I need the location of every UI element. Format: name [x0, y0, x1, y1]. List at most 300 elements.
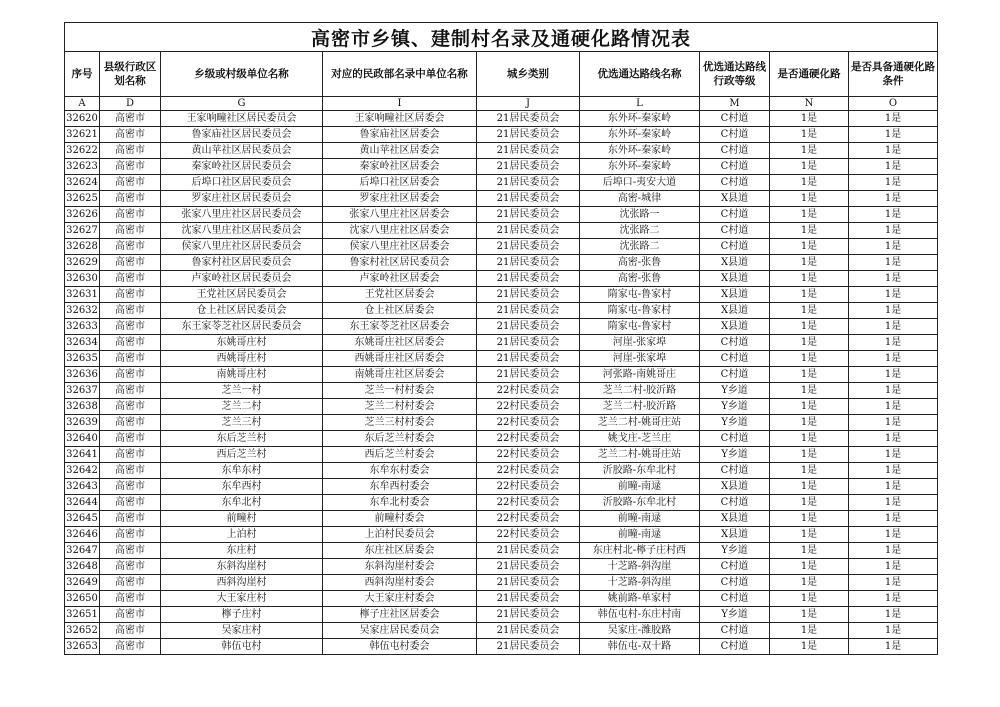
cell-unit-name: 檸子庄村: [161, 607, 323, 623]
cell-route-name: 后埠口-夷安大道: [580, 175, 700, 191]
cell-registry-name: 卢家岭社区居委会: [323, 271, 477, 287]
cell-index: 32645: [65, 511, 100, 527]
cell-county: 高密市: [100, 159, 161, 175]
cell-route-grade: C村道: [700, 559, 770, 575]
cell-paved: 1是: [770, 575, 849, 591]
cell-category: 21居民委员会: [477, 575, 580, 591]
cell-unit-name: 东斜沟崖村: [161, 559, 323, 575]
cell-category: 22村民委员会: [477, 527, 580, 543]
table-row: [65, 383, 938, 399]
cell-registry-name: 鲁家村社区居民委员会: [323, 255, 477, 271]
cell-paved: 1是: [770, 175, 849, 191]
cell-route-name: 姚戈庄-芝兰庄: [580, 431, 700, 447]
cell-paving-eligible: 1是: [849, 143, 938, 159]
header-unit-name: 乡级或村级单位名称: [161, 52, 323, 97]
cell-index: 32647: [65, 543, 100, 559]
cell-paving-eligible: 1是: [849, 591, 938, 607]
cell-paved: 1是: [770, 191, 849, 207]
column-letter-row: [65, 97, 938, 111]
cell-index: 32640: [65, 431, 100, 447]
cell-route-name: 前疃-南逯: [580, 527, 700, 543]
cell-paved: 1是: [770, 223, 849, 239]
cell-route-name: 沈张路一: [580, 207, 700, 223]
cell-registry-name: 后埠口社区居委会: [323, 175, 477, 191]
cell-county: 高密市: [100, 399, 161, 415]
cell-category: 21居民委员会: [477, 127, 580, 143]
cell-paving-eligible: 1是: [849, 527, 938, 543]
cell-paving-eligible: 1是: [849, 351, 938, 367]
cell-category: 21居民委员会: [477, 111, 580, 127]
cell-registry-name: 大王家庄村委会: [323, 591, 477, 607]
cell-route-grade: C村道: [700, 591, 770, 607]
column-letter: O: [849, 97, 938, 111]
cell-registry-name: 西姚哥庄社区居委会: [323, 351, 477, 367]
cell-county: 高密市: [100, 239, 161, 255]
cell-paved: 1是: [770, 591, 849, 607]
cell-route-grade: X县道: [700, 255, 770, 271]
cell-index: 32622: [65, 143, 100, 159]
cell-unit-name: 卢家岭社区居民委员会: [161, 271, 323, 287]
cell-registry-name: 东牟西村委会: [323, 479, 477, 495]
cell-index: 32634: [65, 335, 100, 351]
cell-paved: 1是: [770, 639, 849, 655]
cell-category: 21居民委员会: [477, 607, 580, 623]
cell-unit-name: 仓上社区居民委员会: [161, 303, 323, 319]
cell-index: 32635: [65, 351, 100, 367]
table-row: [65, 527, 938, 543]
cell-paving-eligible: 1是: [849, 271, 938, 287]
cell-registry-name: 吴家庄居民委员会: [323, 623, 477, 639]
cell-paved: 1是: [770, 351, 849, 367]
cell-category: 21居民委员会: [477, 303, 580, 319]
cell-unit-name: 韩伍屯村: [161, 639, 323, 655]
cell-unit-name: 王家响疃社区居民委员会: [161, 111, 323, 127]
cell-route-name: 韩伍屯村-东庄村南: [580, 607, 700, 623]
cell-unit-name: 罗家庄社区居民委员会: [161, 191, 323, 207]
cell-paving-eligible: 1是: [849, 607, 938, 623]
cell-paved: 1是: [770, 623, 849, 639]
cell-county: 高密市: [100, 335, 161, 351]
cell-paving-eligible: 1是: [849, 303, 938, 319]
cell-category: 22村民委员会: [477, 479, 580, 495]
cell-route-grade: C村道: [700, 335, 770, 351]
header-paved: 是否通硬化路: [770, 52, 849, 97]
cell-route-name: 前疃-南逯: [580, 479, 700, 495]
cell-registry-name: 东姚哥庄社区居委会: [323, 335, 477, 351]
cell-route-grade: C村道: [700, 463, 770, 479]
cell-route-grade: X县道: [700, 287, 770, 303]
cell-paving-eligible: 1是: [849, 463, 938, 479]
cell-unit-name: 王党社区居民委员会: [161, 287, 323, 303]
cell-category: 21居民委员会: [477, 223, 580, 239]
cell-paved: 1是: [770, 447, 849, 463]
cell-paving-eligible: 1是: [849, 367, 938, 383]
cell-paved: 1是: [770, 159, 849, 175]
cell-paved: 1是: [770, 271, 849, 287]
column-letter: N: [770, 97, 849, 111]
cell-category: 22村民委员会: [477, 431, 580, 447]
cell-registry-name: 鲁家庙社区居委会: [323, 127, 477, 143]
cell-index: 32624: [65, 175, 100, 191]
cell-category: 21居民委员会: [477, 543, 580, 559]
cell-category: 21居民委员会: [477, 287, 580, 303]
cell-paving-eligible: 1是: [849, 431, 938, 447]
cell-paved: 1是: [770, 111, 849, 127]
cell-paved: 1是: [770, 511, 849, 527]
cell-unit-name: 东姚哥庄村: [161, 335, 323, 351]
cell-unit-name: 南姚哥庄村: [161, 367, 323, 383]
cell-paving-eligible: 1是: [849, 383, 938, 399]
cell-category: 22村民委员会: [477, 495, 580, 511]
cell-paving-eligible: 1是: [849, 239, 938, 255]
cell-route-grade: X县道: [700, 303, 770, 319]
table-row: [65, 543, 938, 559]
cell-route-grade: C村道: [700, 207, 770, 223]
table-row: [65, 207, 938, 223]
cell-route-name: 东外环-秦家岭: [580, 159, 700, 175]
cell-paving-eligible: 1是: [849, 255, 938, 271]
cell-category: 21居民委员会: [477, 623, 580, 639]
cell-route-grade: X县道: [700, 527, 770, 543]
cell-unit-name: 大王家庄村: [161, 591, 323, 607]
cell-index: 32626: [65, 207, 100, 223]
table-row: [65, 415, 938, 431]
cell-registry-name: 东牟东村委会: [323, 463, 477, 479]
cell-unit-name: 东牟东村: [161, 463, 323, 479]
cell-county: 高密市: [100, 607, 161, 623]
cell-paving-eligible: 1是: [849, 319, 938, 335]
cell-route-name: 沈张路二: [580, 239, 700, 255]
cell-index: 32642: [65, 463, 100, 479]
table-row: [65, 191, 938, 207]
cell-unit-name: 芝兰三村: [161, 415, 323, 431]
header-registry-name: 对应的民政部名录中单位名称: [323, 52, 477, 97]
cell-registry-name: 东王家苓芝社区居委会: [323, 319, 477, 335]
cell-route-name: 高密-张鲁: [580, 255, 700, 271]
cell-route-name: 东外环-秦家岭: [580, 127, 700, 143]
cell-route-grade: Y乡道: [700, 447, 770, 463]
table-body: [65, 111, 938, 655]
cell-paved: 1是: [770, 415, 849, 431]
cell-paving-eligible: 1是: [849, 575, 938, 591]
cell-route-grade: Y乡道: [700, 399, 770, 415]
cell-registry-name: 韩伍屯村委会: [323, 639, 477, 655]
cell-index: 32637: [65, 383, 100, 399]
table-row: [65, 591, 938, 607]
header-route-name: 优选通达路线名称: [580, 52, 700, 97]
cell-unit-name: 东庄村: [161, 543, 323, 559]
cell-route-name: 沈张路二: [580, 223, 700, 239]
cell-paved: 1是: [770, 335, 849, 351]
cell-registry-name: 前疃村委会: [323, 511, 477, 527]
table-row: [65, 559, 938, 575]
cell-route-name: 东庄村北-檸子庄村西: [580, 543, 700, 559]
cell-paved: 1是: [770, 207, 849, 223]
cell-paving-eligible: 1是: [849, 559, 938, 575]
cell-paved: 1是: [770, 255, 849, 271]
cell-category: 21居民委员会: [477, 143, 580, 159]
cell-paving-eligible: 1是: [849, 415, 938, 431]
cell-index: 32630: [65, 271, 100, 287]
table-row: [65, 607, 938, 623]
cell-index: 32625: [65, 191, 100, 207]
cell-route-grade: C村道: [700, 175, 770, 191]
cell-county: 高密市: [100, 175, 161, 191]
cell-route-name: 隋家屯-鲁家村: [580, 303, 700, 319]
table-row: [65, 367, 938, 383]
cell-registry-name: 东斜沟崖村委会: [323, 559, 477, 575]
cell-registry-name: 西后芝兰村委会: [323, 447, 477, 463]
cell-county: 高密市: [100, 207, 161, 223]
cell-unit-name: 西姚哥庄村: [161, 351, 323, 367]
cell-route-grade: X县道: [700, 511, 770, 527]
cell-paved: 1是: [770, 399, 849, 415]
cell-paved: 1是: [770, 607, 849, 623]
cell-unit-name: 张家八里庄社区居民委员会: [161, 207, 323, 223]
cell-unit-name: 前疃村: [161, 511, 323, 527]
cell-category: 22村民委员会: [477, 383, 580, 399]
cell-category: 21居民委员会: [477, 175, 580, 191]
column-header-row: [65, 52, 938, 97]
cell-county: 高密市: [100, 319, 161, 335]
cell-route-grade: C村道: [700, 495, 770, 511]
cell-index: 32646: [65, 527, 100, 543]
cell-category: 21居民委员会: [477, 559, 580, 575]
cell-index: 32629: [65, 255, 100, 271]
cell-registry-name: 侯家八里庄社区居委会: [323, 239, 477, 255]
cell-category: 21居民委员会: [477, 351, 580, 367]
cell-category: 21居民委员会: [477, 255, 580, 271]
cell-route-name: 芝兰二村-姚哥庄站: [580, 447, 700, 463]
cell-route-name: 姚前路-单家村: [580, 591, 700, 607]
cell-route-name: 高密-张鲁: [580, 271, 700, 287]
table-row: [65, 335, 938, 351]
column-letter: J: [477, 97, 580, 111]
cell-route-name: 东外环-秦家岭: [580, 111, 700, 127]
cell-route-grade: C村道: [700, 431, 770, 447]
cell-registry-name: 黄山苹社区居委会: [323, 143, 477, 159]
header-category: 城乡类别: [477, 52, 580, 97]
cell-county: 高密市: [100, 463, 161, 479]
cell-category: 21居民委员会: [477, 207, 580, 223]
cell-index: 32638: [65, 399, 100, 415]
cell-paving-eligible: 1是: [849, 111, 938, 127]
cell-route-grade: X县道: [700, 479, 770, 495]
cell-route-grade: C村道: [700, 223, 770, 239]
cell-category: 21居民委员会: [477, 239, 580, 255]
cell-route-name: 芝兰二村-胶沂路: [580, 383, 700, 399]
cell-county: 高密市: [100, 591, 161, 607]
cell-index: 32627: [65, 223, 100, 239]
table-row: [65, 223, 938, 239]
cell-unit-name: 芝兰一村: [161, 383, 323, 399]
cell-registry-name: 南姚哥庄社区居委会: [323, 367, 477, 383]
cell-index: 32651: [65, 607, 100, 623]
cell-category: 21居民委员会: [477, 639, 580, 655]
cell-route-grade: X县道: [700, 271, 770, 287]
cell-paving-eligible: 1是: [849, 447, 938, 463]
cell-route-name: 吴家庄-潍胶路: [580, 623, 700, 639]
cell-county: 高密市: [100, 623, 161, 639]
cell-category: 21居民委员会: [477, 367, 580, 383]
cell-unit-name: 鲁家庙社区居民委员会: [161, 127, 323, 143]
cell-paved: 1是: [770, 127, 849, 143]
cell-paving-eligible: 1是: [849, 511, 938, 527]
table-row: [65, 463, 938, 479]
cell-category: 21居民委员会: [477, 271, 580, 287]
cell-paved: 1是: [770, 431, 849, 447]
cell-paved: 1是: [770, 239, 849, 255]
cell-route-grade: X县道: [700, 319, 770, 335]
cell-registry-name: 东庄社区居委会: [323, 543, 477, 559]
cell-unit-name: 后埠口社区居民委员会: [161, 175, 323, 191]
cell-registry-name: 芝兰三村村委会: [323, 415, 477, 431]
table-row: [65, 447, 938, 463]
cell-registry-name: 张家八里庄社区居委会: [323, 207, 477, 223]
cell-county: 高密市: [100, 479, 161, 495]
header-index: 序号: [65, 52, 100, 97]
cell-index: 32620: [65, 111, 100, 127]
cell-unit-name: 吴家庄村: [161, 623, 323, 639]
cell-route-name: 东外环-秦家岭: [580, 143, 700, 159]
table-row: [65, 143, 938, 159]
table-row: [65, 399, 938, 415]
cell-unit-name: 东牟北村: [161, 495, 323, 511]
cell-registry-name: 罗家庄社区居委会: [323, 191, 477, 207]
cell-county: 高密市: [100, 431, 161, 447]
table-row: [65, 623, 938, 639]
table-row: [65, 431, 938, 447]
table-row: [65, 271, 938, 287]
cell-registry-name: 沈家八里庄社区居委会: [323, 223, 477, 239]
cell-paving-eligible: 1是: [849, 495, 938, 511]
table-row: [65, 239, 938, 255]
cell-county: 高密市: [100, 415, 161, 431]
cell-paved: 1是: [770, 463, 849, 479]
cell-paved: 1是: [770, 319, 849, 335]
cell-route-grade: Y乡道: [700, 543, 770, 559]
cell-paved: 1是: [770, 495, 849, 511]
table-row: [65, 319, 938, 335]
cell-registry-name: 东牟北村委会: [323, 495, 477, 511]
cell-registry-name: 芝兰一村村委会: [323, 383, 477, 399]
column-letter: D: [100, 97, 161, 111]
cell-unit-name: 鲁家村社区居民委员会: [161, 255, 323, 271]
table-row: [65, 303, 938, 319]
cell-paving-eligible: 1是: [849, 543, 938, 559]
cell-category: 22村民委员会: [477, 415, 580, 431]
table-row: [65, 511, 938, 527]
cell-route-grade: C村道: [700, 351, 770, 367]
cell-index: 32648: [65, 559, 100, 575]
table-row: [65, 479, 938, 495]
cell-route-name: 芝兰二村-姚哥庄站: [580, 415, 700, 431]
cell-county: 高密市: [100, 495, 161, 511]
cell-index: 32649: [65, 575, 100, 591]
table-row: [65, 159, 938, 175]
village-road-table: [64, 22, 938, 655]
cell-route-name: 隋家屯-鲁家村: [580, 319, 700, 335]
cell-category: 21居民委员会: [477, 319, 580, 335]
cell-route-name: 河张路-南姚哥庄: [580, 367, 700, 383]
cell-county: 高密市: [100, 127, 161, 143]
cell-route-grade: C村道: [700, 111, 770, 127]
column-letter: M: [700, 97, 770, 111]
column-letter: A: [65, 97, 100, 111]
cell-paving-eligible: 1是: [849, 223, 938, 239]
cell-index: 32644: [65, 495, 100, 511]
cell-category: 21居民委员会: [477, 335, 580, 351]
cell-route-grade: C村道: [700, 239, 770, 255]
cell-registry-name: 西斜沟崖村委会: [323, 575, 477, 591]
cell-paving-eligible: 1是: [849, 335, 938, 351]
cell-index: 32621: [65, 127, 100, 143]
cell-paving-eligible: 1是: [849, 399, 938, 415]
cell-county: 高密市: [100, 223, 161, 239]
cell-index: 32641: [65, 447, 100, 463]
table-row: [65, 575, 938, 591]
cell-county: 高密市: [100, 287, 161, 303]
cell-unit-name: 西斜沟崖村: [161, 575, 323, 591]
cell-route-grade: Y乡道: [700, 383, 770, 399]
cell-route-name: 十芝路-斜沟崖: [580, 559, 700, 575]
cell-route-grade: C村道: [700, 143, 770, 159]
cell-paved: 1是: [770, 143, 849, 159]
column-letter: I: [323, 97, 477, 111]
cell-paving-eligible: 1是: [849, 159, 938, 175]
cell-paved: 1是: [770, 287, 849, 303]
header-county: 县级行政区划名称: [100, 52, 161, 97]
cell-route-name: 沂胶路-东牟北村: [580, 463, 700, 479]
cell-unit-name: 东王家苓芝社区居民委员会: [161, 319, 323, 335]
cell-county: 高密市: [100, 351, 161, 367]
cell-route-name: 河崖-张家埠: [580, 335, 700, 351]
cell-unit-name: 东后芝兰村: [161, 431, 323, 447]
cell-index: 32643: [65, 479, 100, 495]
cell-registry-name: 芝兰二村村委会: [323, 399, 477, 415]
table-row: [65, 111, 938, 127]
cell-paved: 1是: [770, 367, 849, 383]
cell-category: 21居民委员会: [477, 591, 580, 607]
cell-route-name: 沂胶路-东牟北村: [580, 495, 700, 511]
table-row: [65, 127, 938, 143]
cell-paved: 1是: [770, 303, 849, 319]
cell-route-name: 前疃-南逯: [580, 511, 700, 527]
cell-paved: 1是: [770, 479, 849, 495]
cell-index: 32632: [65, 303, 100, 319]
cell-route-name: 隋家屯-鲁家村: [580, 287, 700, 303]
cell-county: 高密市: [100, 367, 161, 383]
cell-registry-name: 王家响疃社区居委会: [323, 111, 477, 127]
cell-route-name: 河崖-张家埠: [580, 351, 700, 367]
cell-route-grade: C村道: [700, 623, 770, 639]
cell-county: 高密市: [100, 543, 161, 559]
table-row: [65, 495, 938, 511]
cell-index: 32623: [65, 159, 100, 175]
cell-registry-name: 王党社区居委会: [323, 287, 477, 303]
cell-index: 32631: [65, 287, 100, 303]
cell-category: 21居民委员会: [477, 159, 580, 175]
cell-county: 高密市: [100, 447, 161, 463]
cell-paving-eligible: 1是: [849, 639, 938, 655]
cell-paving-eligible: 1是: [849, 479, 938, 495]
table-row: [65, 639, 938, 655]
table-row: [65, 351, 938, 367]
cell-unit-name: 东牟西村: [161, 479, 323, 495]
header-route-grade: 优选通达路线行政等级: [700, 52, 770, 97]
cell-county: 高密市: [100, 255, 161, 271]
cell-county: 高密市: [100, 511, 161, 527]
